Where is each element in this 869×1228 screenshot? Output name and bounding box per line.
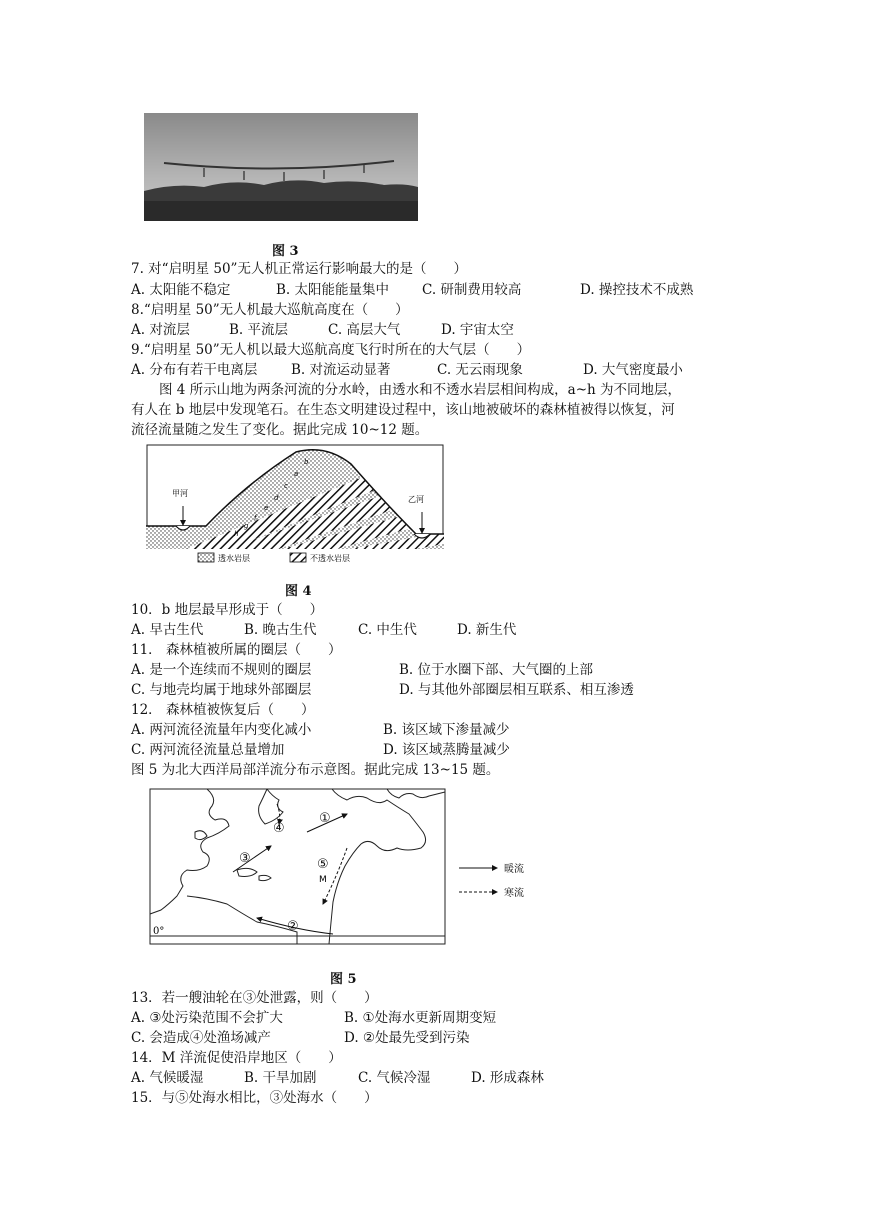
equator-label: 0° [153,926,165,937]
question-13-stem: 13．若一艘油轮在③处泄露，则（ ） [131,990,378,1006]
layer-label: f [254,514,257,522]
intro-paragraph: 图 5 为北大西洋局部洋流分布示意图。据此完成 13~15 题。 [131,762,500,778]
layer-label: c [284,482,288,490]
option: D. 与其他外部圈层相互联系、相互渗透 [399,682,634,698]
option: C. 高层大气 [328,322,401,338]
option: B. 太阳能能量集中 [276,282,390,298]
option: B. 平流层 [229,322,289,338]
question-15-stem: 15．与⑤处海水相比，③处海水（ ） [131,1090,378,1106]
marker-label: ③ [239,851,251,866]
legend-swatch-permeable [198,553,214,562]
option: C. 两河流径流量总量增加 [131,742,285,758]
option: A. ③处污染范围不会扩大 [131,1010,283,1026]
legend-swatch-impermeable [290,553,306,562]
river-label: 乙河 [408,495,424,504]
layer-label: g [244,522,249,530]
figure-3-caption: 图 3 [272,244,299,259]
option: C. 气候冷湿 [358,1070,431,1086]
question-14-stem: 14．M 洋流促使沿岸地区（ ） [131,1050,342,1066]
legend-label: 透水岩层 [218,554,250,563]
figure-5-caption: 图 5 [330,972,357,987]
option: D. 操控技术不成熟 [580,282,694,298]
marker-label: ① [319,811,331,826]
question-8-stem: 8.“启明星 50”无人机最大巡航高度在（ ） [131,302,409,318]
uav-photo [144,113,418,221]
option: C. 无云雨现象 [437,362,523,378]
option: D. 大气密度最小 [583,362,683,378]
option: D. 形成森林 [471,1070,544,1086]
figure-4-caption: 图 4 [285,584,312,599]
intro-paragraph-line: 图 4 所示山地为两条河流的分水岭，由透水和不透水岩层相间构成，a~h 为不同地层， [159,382,682,398]
option: B. 晚古生代 [244,622,317,638]
option: A. 气候暖湿 [131,1070,204,1086]
option: D. ②处最先受到污染 [344,1030,470,1046]
marker-label: ④ [273,821,285,836]
option: B. 位于水圈下部、大气圈的上部 [399,662,594,678]
layer-label: e [264,504,269,512]
option: A. 两河流径流量年内变化减小 [131,722,312,738]
question-11-stem: 11． 森林植被所属的圈层（ ） [131,642,342,658]
option: A. 太阳能不稳定 [131,282,231,298]
legend-label: 暖流 [504,864,524,875]
layer-label: h [234,530,239,538]
marker-label: ⑤ [317,857,329,872]
option: A. 是一个连续而不规则的圈层 [131,662,312,678]
river-label: 甲河 [172,489,188,498]
option: B. 对流运动显著 [291,362,391,378]
option: C. 会造成④处渔场减产 [131,1030,271,1046]
question-10-stem: 10．b 地层最早形成于（ ） [131,602,324,618]
ocean-currents-map [147,786,547,950]
option: C. 中生代 [358,622,417,638]
question-12-stem: 12． 森林植被恢复后（ ） [131,702,315,718]
intro-paragraph-line: 流径流量随之发生了变化。据此完成 10~12 题。 [131,422,429,438]
option: C. 研制费用较高 [422,282,522,298]
question-7-stem: 7. 对“启明星 50”无人机正常运行影响最大的是（ ） [131,261,467,277]
option: B. 干旱加剧 [244,1070,317,1086]
option: A. 分布有若干电离层 [131,362,258,378]
option: B. ①处海水更新周期变短 [344,1010,497,1026]
current-label: M [319,875,327,885]
option: A. 对流层 [131,322,190,338]
layer-label: b [304,458,309,466]
option: C. 与地壳均属于地球外部圈层 [131,682,312,698]
option: B. 该区域下渗量减少 [383,722,510,738]
legend-label: 寒流 [504,888,524,899]
layer-label: a [294,470,299,478]
option: D. 该区域蒸腾量减少 [383,742,510,758]
marker-label: ② [287,919,299,934]
geology-cross-section [146,444,444,566]
option: D. 宇宙太空 [441,322,514,338]
legend-label: 不透水岩层 [310,554,350,563]
intro-paragraph-line: 有人在 b 地层中发现笔石。在生态文明建设过程中，该山地被破坏的森林植被得以恢复，河 [131,402,675,418]
option: D. 新生代 [457,622,517,638]
option: A. 早古生代 [131,622,204,638]
layer-label: d [274,494,279,502]
question-9-stem: 9.“启明星 50”无人机以最大巡航高度飞行时所在的大气层（ ） [131,342,531,358]
